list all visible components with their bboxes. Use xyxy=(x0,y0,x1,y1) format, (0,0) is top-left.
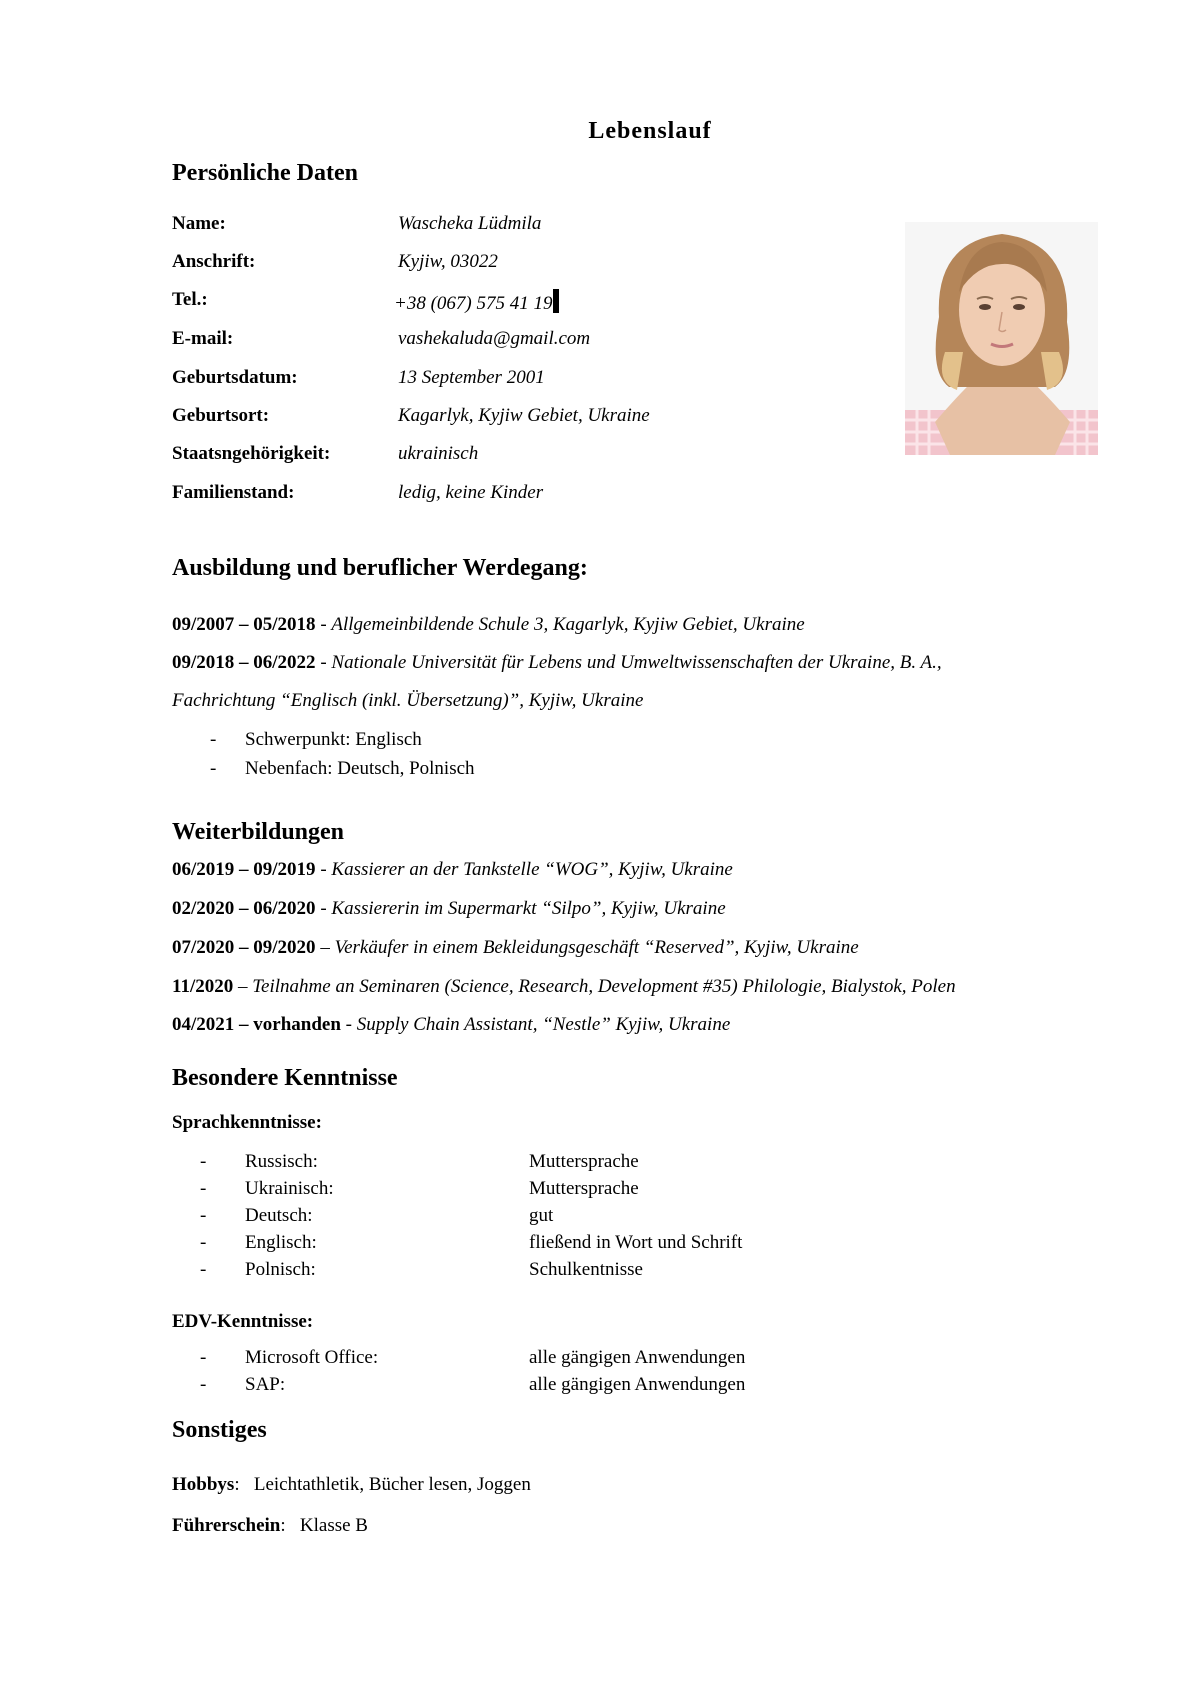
it-skill-level: alle gängigen Anwendungen xyxy=(529,1374,746,1395)
skills-heading: Besondere Kenntnisse xyxy=(172,1065,398,1091)
bullet-dash-icon: - xyxy=(200,1232,207,1253)
language-level: gut xyxy=(529,1205,554,1226)
personal-label: Familienstand: xyxy=(172,482,295,503)
language-name: Deutsch: xyxy=(245,1205,313,1226)
training-entry xyxy=(172,976,956,998)
language-level: Muttersprache xyxy=(529,1151,639,1172)
hobbies-label: Hobbys xyxy=(172,1474,235,1495)
personal-value: Kyjiw, 03022 xyxy=(398,251,498,272)
language-name: Englisch: xyxy=(245,1232,317,1253)
language-level: fließend in Wort und Schrift xyxy=(529,1232,743,1253)
personal-value-phone xyxy=(394,289,559,315)
personal-value: 13 September 2001 xyxy=(398,367,545,388)
entry-text: Nationale Universität für Lebens und Umweltwissenschaften der Ukraine, B. A., xyxy=(331,652,942,673)
entry-text: Teilnahme an Seminaren (Science, Research, Development #35) Philologie, Bialystok, Polen xyxy=(252,976,956,997)
entry-separator: - xyxy=(315,898,332,919)
personal-value: Kagarlyk, Kyjiw Gebiet, Ukraine xyxy=(398,405,650,426)
document-title: Lebenslauf xyxy=(588,118,712,144)
entry-separator: - xyxy=(315,859,332,880)
language-name: Ukrainisch: xyxy=(245,1178,334,1199)
entry-text: Kassierer an der Tankstelle “WOG”, Kyjiw, Ukraine xyxy=(331,859,733,880)
personal-label: Geburtsort: xyxy=(172,405,270,426)
hobbies-row xyxy=(172,1474,531,1496)
language-level: Muttersprache xyxy=(529,1178,639,1199)
hobbies-colon: : xyxy=(234,1474,254,1495)
entry-separator: - xyxy=(340,1014,357,1035)
entry-separator: – xyxy=(315,937,335,958)
entry-separator: - xyxy=(315,652,332,673)
personal-label: Staatsngehörigkeit: xyxy=(172,443,331,464)
training-heading: Weiterbildungen xyxy=(172,819,345,845)
bullet-dash-icon: - xyxy=(200,1205,207,1226)
entry-text: Allgemeinbildende Schule 3, Kagarlyk, Kyjiw Gebiet, Ukraine xyxy=(331,614,805,635)
bullet-dash-icon: - xyxy=(200,1347,207,1368)
language-name: Russisch: xyxy=(245,1151,318,1172)
bullet-dash-icon: - xyxy=(200,1374,207,1395)
bullet-dash-icon: - xyxy=(200,1259,207,1280)
education-entry xyxy=(172,652,942,674)
entry-separator: - xyxy=(315,614,332,635)
license-value: Klasse B xyxy=(299,1515,368,1536)
personal-value: ledig, keine Kinder xyxy=(398,482,544,503)
it-skills-subheading: EDV-Kenntnisse: xyxy=(172,1311,314,1332)
entry-date: 07/2020 – 09/2020 xyxy=(172,937,316,958)
languages-subheading: Sprachkenntnisse: xyxy=(172,1112,322,1133)
bullet-dash-icon: - xyxy=(200,1178,207,1199)
entry-date: 06/2019 – 09/2019 xyxy=(172,859,316,880)
bullet-dash-icon: - xyxy=(210,758,217,779)
language-level: Schulkentnisse xyxy=(529,1259,643,1280)
personal-label: E-mail: xyxy=(172,328,234,349)
personal-label: Geburtsdatum: xyxy=(172,367,298,388)
list-item-text: Nebenfach: Deutsch, Polnisch xyxy=(245,758,475,779)
education-entry-continuation xyxy=(172,690,643,712)
entry-date: 09/2007 – 05/2018 xyxy=(172,614,316,635)
training-entry xyxy=(172,937,859,959)
training-entry xyxy=(172,898,726,920)
it-skill-name: SAP: xyxy=(245,1374,286,1395)
other-heading: Sonstiges xyxy=(172,1417,267,1443)
entry-text: Kassiererin im Supermarkt “Silpo”, Kyjiw, Ukraine xyxy=(331,898,726,919)
entry-text: Fachrichtung “Englisch (inkl. Übersetzung)”, Kyjiw, Ukraine xyxy=(172,690,644,711)
bullet-dash-icon: - xyxy=(200,1151,207,1172)
personal-value: vashekaluda@gmail.com xyxy=(398,328,591,349)
entry-date: 02/2020 – 06/2020 xyxy=(172,898,316,919)
portrait-photo xyxy=(905,222,1098,455)
personal-data-heading: Persönliche Daten xyxy=(172,160,358,186)
text-cursor-icon xyxy=(553,289,559,313)
portrait-photo-icon xyxy=(905,222,1098,455)
entry-separator: – xyxy=(233,976,253,997)
education-heading: Ausbildung und beruflicher Werdegang: xyxy=(172,555,588,581)
language-name: Polnisch: xyxy=(245,1259,316,1280)
entry-text: Supply Chain Assistant, “Nestle” Kyjiw, Ukraine xyxy=(356,1014,731,1035)
personal-label: Name: xyxy=(172,213,226,234)
it-skill-level: alle gängigen Anwendungen xyxy=(529,1347,746,1368)
entry-date: 11/2020 xyxy=(172,976,234,997)
it-skill-name: Microsoft Office: xyxy=(245,1347,379,1368)
bullet-dash-icon: - xyxy=(210,729,217,750)
personal-label: Tel.: xyxy=(172,289,208,310)
entry-date: 04/2021 – vorhanden xyxy=(172,1014,341,1035)
training-entry xyxy=(172,859,733,881)
entry-date: 09/2018 – 06/2022 xyxy=(172,652,316,673)
education-entry xyxy=(172,614,805,636)
phone-text: +38 (067) 575 41 19 xyxy=(394,293,553,314)
personal-value: ukrainisch xyxy=(398,443,479,464)
personal-value: Wascheka Lüdmila xyxy=(398,213,542,234)
license-row xyxy=(172,1515,368,1537)
license-colon: : xyxy=(280,1515,300,1536)
list-item-text: Schwerpunkt: Englisch xyxy=(245,729,422,750)
personal-label: Anschrift: xyxy=(172,251,256,272)
hobbies-value: Leichtathletik, Bücher lesen, Joggen xyxy=(253,1474,531,1495)
entry-text: Verkäufer in einem Bekleidungsgeschäft “Reserved”, Kyjiw, Ukraine xyxy=(334,937,859,958)
license-label: Führerschein xyxy=(172,1515,281,1536)
training-entry xyxy=(172,1014,730,1036)
